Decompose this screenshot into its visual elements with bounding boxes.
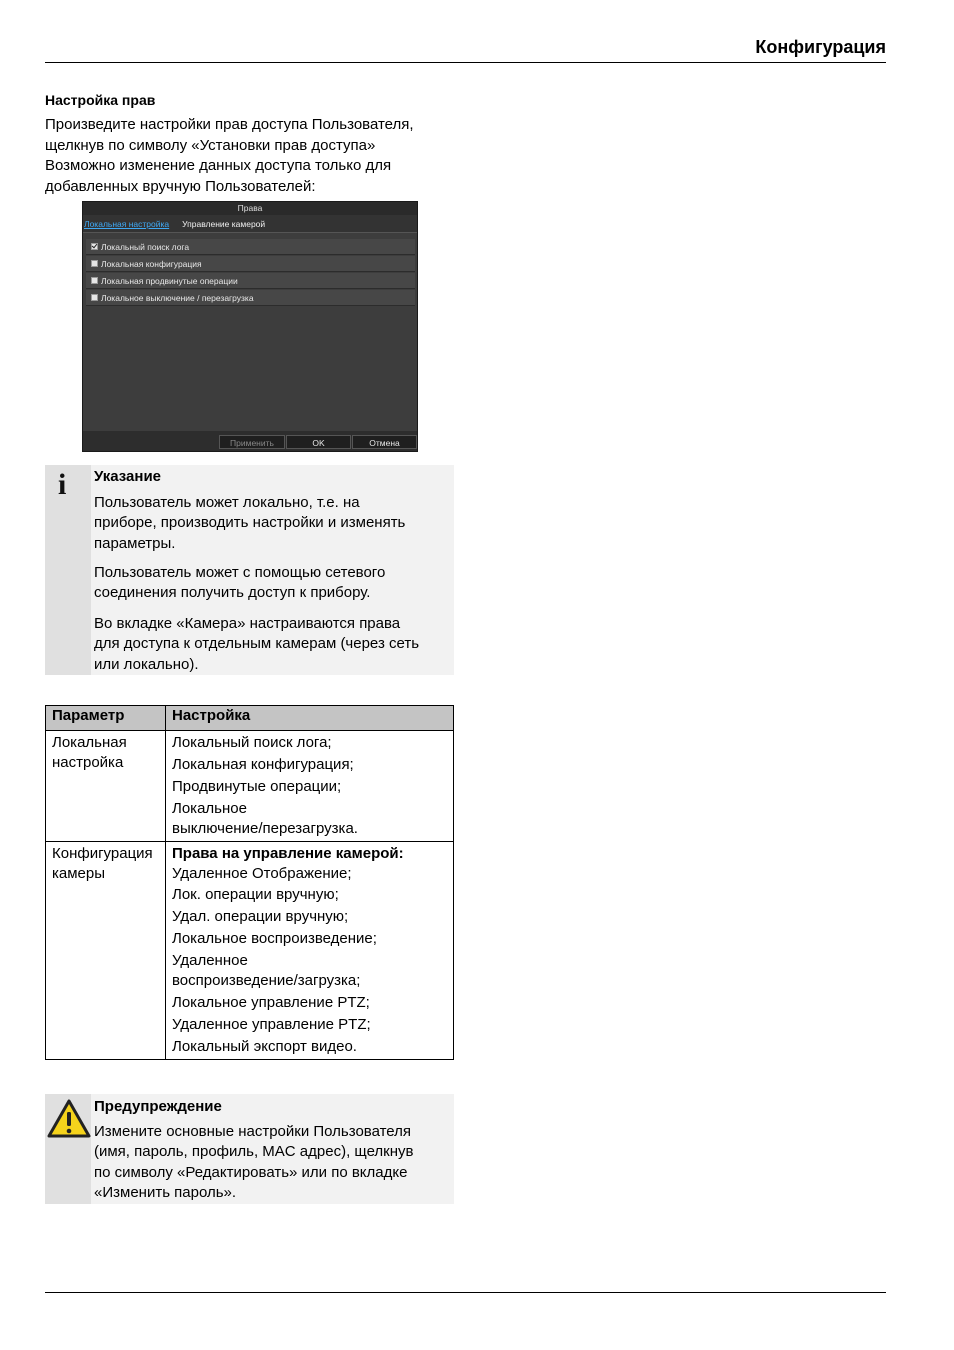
page-header-title: Конфигурация	[755, 37, 886, 57]
permission-row[interactable]	[86, 290, 415, 306]
table-cell-settings	[166, 731, 454, 842]
dialog-footer	[83, 431, 417, 451]
permission-row[interactable]	[86, 256, 415, 272]
cell-text: Продвинутые операции;	[172, 778, 342, 795]
checkbox-icon[interactable]	[91, 294, 98, 301]
note-line: для доступа к отдельным камерам (через сеть	[94, 635, 420, 653]
note-line: Во вкладке «Камера» настраиваются права	[94, 615, 401, 632]
dialog-title: Права	[83, 202, 417, 215]
parameters-table	[45, 705, 454, 1060]
setting-item	[172, 1036, 447, 1058]
setting-item	[172, 864, 447, 884]
cell-text: Удаленное управление PTZ;	[172, 1016, 371, 1033]
cell-text: Локальная	[52, 734, 127, 751]
cell-text-block	[52, 732, 159, 774]
warning-paragraph	[94, 1122, 414, 1203]
setting-item	[172, 1014, 447, 1036]
ok-button[interactable]: OK	[286, 435, 351, 449]
permissions-dialog	[82, 201, 418, 452]
cell-text-block	[52, 843, 159, 885]
tab-local-settings[interactable]: Локальная настройка	[84, 218, 170, 229]
cell-text: Лок. операции вручную;	[172, 886, 339, 903]
cell-text: воспроизведение/загрузка;	[172, 972, 361, 989]
cell-text: Удаленное Отображение;	[172, 865, 352, 882]
note-side-bar	[45, 1094, 91, 1204]
header-rule	[45, 62, 886, 63]
setting-item	[172, 992, 447, 1014]
permissions-list	[83, 239, 417, 306]
setting-item	[172, 798, 447, 840]
info-note	[45, 465, 454, 675]
table-cell-param	[46, 731, 166, 842]
footer-rule	[45, 1292, 886, 1293]
dialog-tab-bar	[83, 215, 417, 233]
cell-text: Конфигурация	[52, 845, 153, 862]
table-row	[46, 842, 454, 1060]
table-cell-param	[46, 842, 166, 1060]
setting-item	[172, 732, 447, 754]
note-line: соединения получить доступ к прибору.	[94, 584, 371, 602]
cell-text: настройка	[52, 754, 124, 771]
table-header-setting: Настройка	[166, 706, 454, 731]
setting-item	[172, 776, 447, 798]
table-header-parameter: Параметр	[46, 706, 166, 731]
note-paragraph	[94, 493, 405, 554]
note-paragraph	[94, 563, 385, 604]
table-header-row	[46, 706, 454, 731]
note-line: Пользователь может с помощью сетевого	[94, 564, 386, 581]
note-line: параметры.	[94, 534, 176, 552]
cell-text: камеры	[52, 865, 106, 882]
permission-row[interactable]	[86, 273, 415, 289]
warning-line: по символу «Редактировать» или по вкладке	[94, 1163, 408, 1181]
cell-text: Локальный экспорт видео.	[172, 1038, 357, 1055]
cell-text: выключение/перезагрузка.	[172, 820, 358, 837]
note-side-bar	[45, 465, 91, 675]
permission-label: Локальный поиск лога	[101, 241, 190, 252]
setting-item	[172, 928, 447, 950]
intro-line: Возможно изменение данных доступа только для	[45, 157, 392, 174]
warning-line: Измените основные настройки Пользователя	[94, 1123, 412, 1140]
note-paragraph	[94, 614, 419, 675]
permission-label: Локальная продвинутые операции	[101, 275, 238, 286]
cell-text: Удаленное	[172, 952, 248, 969]
cell-text: Локальный поиск лога;	[172, 734, 332, 751]
note-line: приборе, производить настройки и изменять	[94, 514, 406, 532]
warning-note	[45, 1094, 454, 1204]
cancel-button[interactable]: Отмена	[352, 435, 417, 449]
checkbox-checked-icon[interactable]	[91, 243, 98, 250]
cell-text: Локальное воспроизведение;	[172, 930, 377, 947]
settings-title: Права на управление камерой:	[172, 845, 404, 862]
warning-line: «Изменить пароль».	[94, 1183, 237, 1201]
tab-camera-control[interactable]: Управление камерой	[182, 218, 266, 229]
warning-triangle-icon	[46, 1098, 92, 1142]
warning-title: Предупреждение	[94, 1098, 222, 1115]
cell-text: Локальное	[172, 800, 247, 817]
permission-row[interactable]	[86, 239, 415, 255]
setting-item	[172, 950, 447, 992]
intro-line: щелкнув по символу «Установки прав доступа»	[45, 136, 376, 154]
warning-line: (имя, пароль, профиль, MAC адрес), щелкнув	[94, 1143, 414, 1161]
setting-item	[172, 906, 447, 928]
setting-item	[172, 884, 447, 906]
intro-line: добавленных вручную Пользователей:	[45, 177, 316, 195]
intro-line: Произведите настройки прав доступа Пользователя,	[45, 116, 414, 133]
cell-text: Локальное управление PTZ;	[172, 994, 370, 1011]
info-icon: i	[58, 468, 67, 501]
checkbox-icon[interactable]	[91, 260, 98, 267]
apply-button[interactable]: Применить	[219, 435, 285, 449]
note-line: Пользователь может локально, т.е. на	[94, 494, 360, 511]
permission-label: Локальное выключение / перезагрузка	[101, 292, 254, 303]
checkbox-icon[interactable]	[91, 277, 98, 284]
note-line: или локально).	[94, 655, 199, 673]
section-heading: Настройка прав	[45, 92, 156, 108]
permission-label: Локальная конфигурация	[101, 258, 202, 269]
intro-paragraph	[45, 115, 455, 197]
cell-text: Локальная конфигурация;	[172, 756, 354, 773]
note-title: Указание	[94, 468, 162, 485]
cell-text: Удал. операции вручную;	[172, 908, 349, 925]
setting-item	[172, 754, 447, 776]
table-cell-settings	[166, 842, 454, 1060]
table-row	[46, 731, 454, 842]
